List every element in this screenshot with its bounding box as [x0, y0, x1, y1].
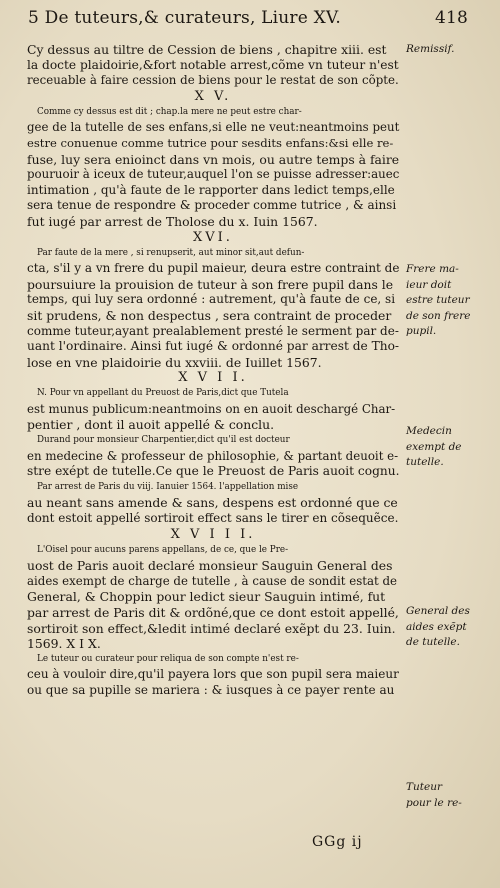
- margin-note-line: exempt de: [406, 440, 462, 453]
- text-line: Par arrest de Paris du viij. Ianuier 1564. l'appellation mise: [37, 481, 299, 492]
- section-heading: X V I I I.: [170, 526, 256, 542]
- running-header: [28, 8, 468, 28]
- margin-note-line: aides exẽpt: [406, 620, 467, 633]
- text-line: ou que sa pupille se mariera : & iusques à ce payer rente au: [27, 682, 395, 697]
- margin-note: [406, 604, 496, 651]
- text-line: la docte plaidoirie,&fort notable arrest,cõme vn tuteur n'est: [27, 57, 399, 72]
- text-line: ceu à vouloir dire,qu'il payera lors que son pupil sera maieur: [27, 667, 399, 682]
- paragraph: [27, 543, 399, 652]
- text-line: sit prudens, & non despectus , sera contraint de proceder: [27, 307, 392, 323]
- text-line: intimation , qu'à faute de le rapporter dans ledict temps,elle: [27, 182, 395, 197]
- text-line: Comme cy dessus est dit ; chap.la mere ne peut estre char-: [37, 106, 302, 117]
- text-line: uant l'ordinaire. Ainsi fut iugé & ordonné par arrest de Tho-: [27, 339, 400, 354]
- text-line: pentier , dont il auoit appellé & conclu.: [27, 417, 275, 433]
- text-line: pouruoir à iceux de tuteur,auquel l'on se puisse adresser:auec: [27, 167, 400, 182]
- paragraph: [27, 105, 399, 230]
- text-line: uost de Paris auoit declaré monsieur Sauguin General des: [27, 558, 393, 574]
- margin-note-line: General des: [406, 605, 470, 617]
- text-line: temps, qui luy sera ordonné : autrement, qu'à faute de ce, si: [27, 292, 396, 307]
- text-line: dont estoit appellé sortiroit effect sans le tirer en cõsequẽce.: [27, 511, 399, 526]
- margin-note-line: de son frere: [406, 309, 471, 322]
- margin-note-line: de tutelle.: [406, 636, 460, 649]
- text-line: General, & Choppin pour ledict sieur Sauguin intimé, fut: [27, 589, 386, 605]
- margin-note-line: Remissif.: [406, 43, 455, 55]
- margin-note: [406, 42, 496, 58]
- main-text: [27, 42, 399, 699]
- margin-note-line: ieur doit: [406, 278, 452, 291]
- paragraph: [27, 42, 399, 89]
- paragraph: [27, 246, 399, 371]
- margin-note-line: pupil.: [406, 325, 437, 338]
- margin-note-line: Medecin: [406, 425, 452, 437]
- text-line: poursuiure la prouision de tuteur à son frere pupil dans le: [27, 276, 394, 292]
- text-line: fut iugé par arrest de Tholose du x. Iuin 1567.: [27, 213, 318, 229]
- text-line: Le tuteur ou curateur pour reliqua de son compte n'est re-: [37, 653, 299, 664]
- text-line: Durand pour monsieur Charpentier,dict qu'il est docteur: [37, 435, 290, 446]
- text-line: gee de la tutelle de ses enfans,si elle ne veut:neantmoins peut: [27, 120, 400, 135]
- text-line: lose en vne plaidoirie du xxviii. de Iuillet 1567.: [27, 354, 322, 370]
- margin-note: [406, 780, 496, 811]
- text-line: en medecine & professeur de philosophie, & partant deuoit e-: [27, 448, 399, 463]
- text-line: N. Pour vn appellant du Preuost de Paris,dict que Tutela: [37, 388, 289, 399]
- signature-mark: GGg ij: [312, 834, 363, 850]
- margin-note-line: pour le re-: [406, 796, 462, 809]
- text-line: est munus publicum:neantmoins on en auoit deschargé Char-: [27, 401, 396, 416]
- page-number: 418: [434, 8, 468, 28]
- section-heading: X V.: [194, 88, 232, 104]
- text-line: sera tenue de respondre & proceder comme tutrice , & ainsi: [27, 198, 397, 213]
- paragraph: [27, 652, 399, 699]
- text-line: comme tuteur,ayant prealablement presté le serment par de-: [27, 323, 399, 338]
- margin-note-line: Frere ma-: [406, 263, 459, 275]
- text-line: stre exépt de tutelle.Ce que le Preuost de Paris auoit cognu.: [27, 464, 400, 479]
- text-line: estre conuenue comme tutrice pour sesdits enfans:&si elle re-: [27, 135, 394, 150]
- text-line: aides exempt de charge de tutelle , à cause de sondit estat de: [27, 573, 398, 588]
- margin-note-line: estre tuteur: [406, 294, 470, 307]
- text-line: Cy dessus au tiltre de Cession de biens , chapitre xiii. est: [27, 42, 387, 57]
- section-heading: XVI.: [193, 229, 233, 245]
- text-line: sortiroit son effect,&ledit intimé declaré exẽpt du 23. Iuin.: [27, 620, 396, 636]
- text-line: au neant sans amende & sans, despens est ordonné que ce: [27, 495, 398, 511]
- margin-note: [406, 424, 496, 471]
- text-line: fuse, luy sera enioinct dans vn mois, ou autre temps à faire: [27, 151, 400, 167]
- margin-note-line: tutelle.: [406, 456, 444, 469]
- section-heading: X V I I.: [178, 370, 248, 386]
- text-line: receuable à faire cession de biens pour le restat de son cõpte.: [27, 73, 399, 88]
- text-line: L'Oisel pour aucuns parens appellans, de ce, que le Pre-: [37, 544, 289, 555]
- margin-note: [406, 262, 496, 340]
- text-line: 1569. X I X.: [27, 636, 101, 652]
- text-line: cta, s'il y a vn frere du pupil maieur, deura estre contraint de: [27, 261, 400, 276]
- header-title: 5 De tuteurs,& curateurs, Liure XV.: [28, 8, 342, 28]
- text-line: par arrest de Paris dit & ordõné,que ce dont estoit appellé,: [27, 605, 399, 620]
- margin-note-line: Tuteur: [406, 781, 442, 793]
- text-line: Par faute de la mere , si renupserit, aut minor sit,aut defun-: [37, 247, 305, 258]
- paragraph: [27, 386, 399, 526]
